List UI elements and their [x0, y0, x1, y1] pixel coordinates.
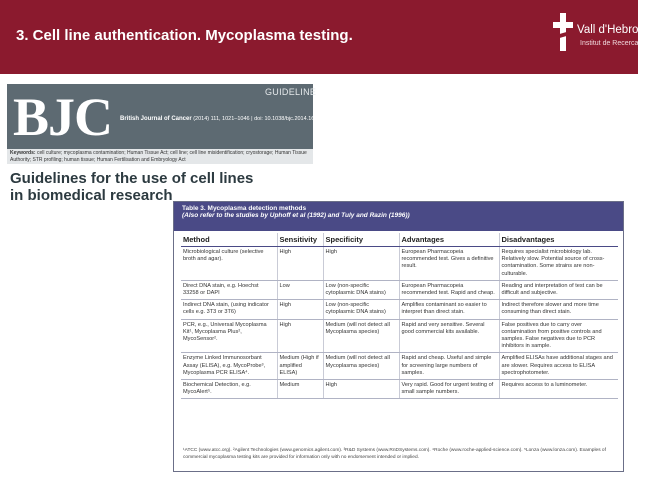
keywords [7, 149, 313, 164]
table-cell: European Pharmacopeia recommended test. Rapid and cheap. [399, 280, 499, 299]
guideline-tag: GUIDELINE [265, 87, 317, 97]
journal-citation [120, 116, 318, 122]
column-header-disadvantages: Disadvantages [499, 233, 618, 247]
table-cell: High [323, 380, 399, 399]
column-header-advantages: Advantages [399, 233, 499, 247]
table-cell: Low [277, 280, 323, 299]
journal-name: British Journal of Cancer [120, 116, 192, 122]
table-cell: High [277, 247, 323, 281]
table-footnote: ¹ATCC (www.atcc.org). ²Agilent Technologies (www.genomics.agilent.com). ³R&D Systems (www.RnDSystems.com). ⁴Roche (www.roche-applied-science.com). ⁵Lonza (www.lonza.com). Examples of commercial mycoplasma testing kits are provided for information only with no endorsement intended or implied. [183, 448, 606, 460]
table-cell: Direct DNA stain, e.g. Hoechst 33258 or DAPI [181, 280, 277, 299]
keywords-text: cell culture; mycoplasma contamination; Human Tissue Act; cell line; cell line misidentification; cryostorage; Human Tissue Authority; STR profiling; human tissue; Human Fertilisation and Embryology Act [10, 150, 307, 163]
table-cell: Medium (will not detect all Mycoplasma species) [323, 353, 399, 380]
citation-text: (2014) 111, 1021–1046 | doi: 10.1038/bjc.2014.166 [193, 116, 318, 122]
table-cell: Medium (will not detect all Mycoplasma species) [323, 319, 399, 353]
column-header-method: Method [181, 233, 277, 247]
table-cell: Microbiological culture (selective broth and agar). [181, 247, 277, 281]
table-row [181, 280, 618, 299]
column-header-sensitivity: Sensitivity [277, 233, 323, 247]
table-cell: Rapid and very sensitive. Several good commercial kits available. [399, 319, 499, 353]
table-cell: Rapid and cheap. Useful and simple for screening large numbers of samples. [399, 353, 499, 380]
article-title-line1: Guidelines for the use of cell lines [10, 170, 254, 187]
table-cell: Low (non-specific cytoplasmic DNA stains) [323, 280, 399, 299]
table-cell: False positives due to carry over contamination from positive controls and samples. False negatives due to PCR inhibitors in sample. [499, 319, 618, 353]
logo-name: Vall d'Hebron [577, 24, 645, 36]
article-title [10, 170, 253, 204]
column-header-specificity: Specificity [323, 233, 399, 247]
table-cell: Enzyme Linked Immunosorbant Assay (ELISA), e.g. MycoProbe³, Mycoplasma PCR ELISA⁴. [181, 353, 277, 380]
table-header-row [181, 233, 618, 247]
table-cell: Amplifies contaminant so easier to interpret than direct stain. [399, 300, 499, 319]
table-cell: Indirect therefore slower and more time consuming than direct stain. [499, 300, 618, 319]
table-cell: Medium (High if amplified ELISA) [277, 353, 323, 380]
table-row [181, 353, 618, 380]
table-cell: PCR, e.g., Universal Mycoplasma Kit¹, Mycoplasma Plus², MycoSensor². [181, 319, 277, 353]
journal-logo: BJC [13, 87, 113, 147]
table-cell: High [323, 247, 399, 281]
vall-hebron-logo-icon [553, 13, 573, 51]
table-cell: European Pharmacopeia recommended test. Gives a definitive result. [399, 247, 499, 281]
table-subtitle: (Also refer to the studies by Uphoff et al (1992) and Tuly and Razin (1996)) [182, 212, 410, 219]
table-row [181, 300, 618, 319]
table-cell: Indirect DNA stain, (using indicator cells e.g. 3T3 or 3T6) [181, 300, 277, 319]
mycoplasma-table-panel [173, 201, 624, 472]
table-cell: Medium [277, 380, 323, 399]
table-cell: High [277, 319, 323, 353]
keywords-label: Keywords: [10, 150, 36, 156]
table-title: Table 3. Mycoplasma detection methods [182, 205, 307, 212]
slide-header-bar [0, 0, 645, 74]
table-row [181, 319, 618, 353]
detection-methods-table [181, 233, 618, 399]
table-cell: Low (non-specific cytoplasmic DNA stains) [323, 300, 399, 319]
table-row [181, 380, 618, 399]
article-title-line2: in biomedical research [10, 187, 173, 204]
table-cell: Reading and interpretation of test can be difficult and subjective. [499, 280, 618, 299]
table-cell: Biochemical Detection, e.g. MycoAlert⁵. [181, 380, 277, 399]
table-cell: High [277, 300, 323, 319]
table-cell: Amplified ELISAs have additional stages and are slower. Requires access to ELISA spectrophotometer. [499, 353, 618, 380]
logo-subtitle: Institut de Recerca [580, 40, 639, 47]
table-row [181, 247, 618, 281]
table-cell: Requires specialist microbiology lab. Relatively slow. Potential source of cross-contamination. Some strains are non-culturable. [499, 247, 618, 281]
table-cell: Very rapid. Good for urgent testing of small sample numbers. [399, 380, 499, 399]
table-header-bar [174, 202, 623, 231]
table-cell: Requires access to a luminometer. [499, 380, 618, 399]
slide-title: 3. Cell line authentication. Mycoplasma testing. [16, 27, 353, 44]
